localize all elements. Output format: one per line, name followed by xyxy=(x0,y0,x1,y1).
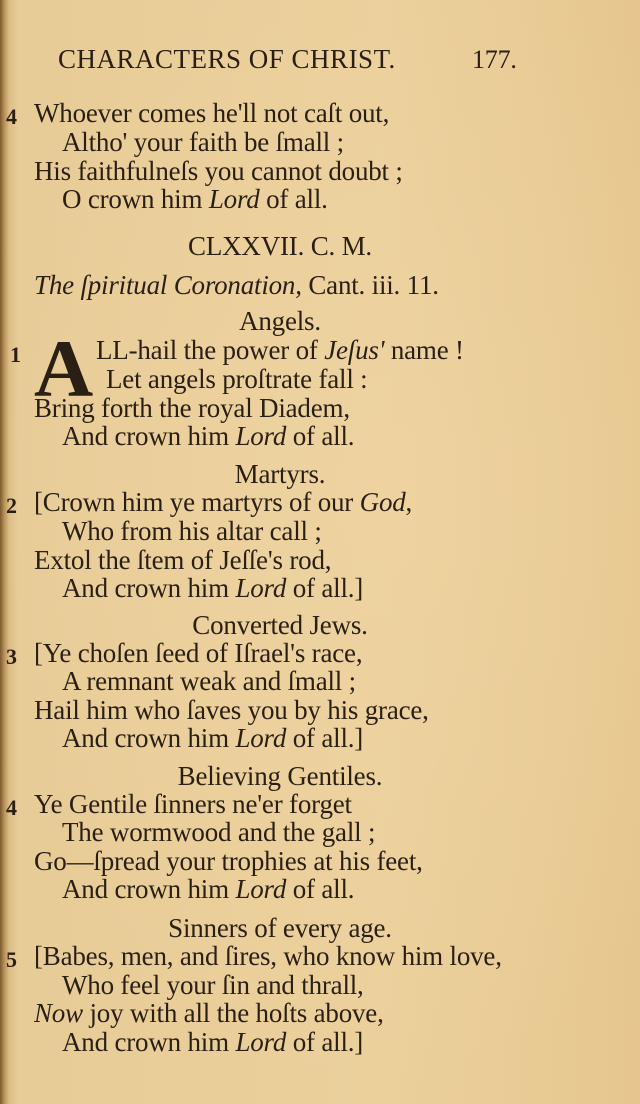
verse-line: A remnant weak and ſmall ; xyxy=(62,666,356,696)
section-heading: Angels. xyxy=(239,306,321,336)
verse-line: Who from his altar call ; xyxy=(62,516,322,546)
running-title: CHARACTERS OF CHRIST. xyxy=(58,44,396,74)
verse-line: Whoever comes he'll not caſt out, xyxy=(34,98,390,128)
verse-number: 5 xyxy=(6,947,17,972)
section-heading: Converted Jews. xyxy=(192,610,368,640)
verse-line: LL-hail the power of Jeſus' name ! xyxy=(96,335,464,365)
verse-line: And crown him Lord of all.] xyxy=(62,723,364,753)
verse-line: Hail him who ſaves you by his grace, xyxy=(34,695,429,725)
hymn-title: The ſpiritual Coronation, Cant. iii. 11. xyxy=(34,270,439,300)
verse-line: Who feel your ſin and thrall, xyxy=(62,970,364,1000)
verse-line: And crown him Lord of all.] xyxy=(62,1027,364,1057)
section-heading: Martyrs. xyxy=(234,459,326,489)
verse-line: His faithfulneſs you cannot doubt ; xyxy=(34,156,403,186)
section-heading: Sinners of every age. xyxy=(168,913,392,943)
verse-line: Bring forth the royal Diadem, xyxy=(34,393,350,423)
verse-line: Extol the ſtem of Jeſſe's rod, xyxy=(34,545,332,575)
page-number: 177. xyxy=(472,45,517,74)
verse-line: [Babes, men, and ſires, who know him love, xyxy=(34,941,502,971)
verse-number: 4 xyxy=(6,104,17,129)
verse-line: [Crown him ye martyrs of our God, xyxy=(34,487,413,517)
verse-line: And crown him Lord of all.] xyxy=(62,573,364,603)
verse-line: [Ye choſen ſeed of Iſrael's race, xyxy=(34,638,363,668)
verse-line: Let angels proſtrate fall : xyxy=(106,364,368,394)
verse-number: 1 xyxy=(10,342,21,367)
verse-line: And crown him Lord of all. xyxy=(62,874,355,904)
verse-line: The wormwood and the gall ; xyxy=(62,817,376,847)
hymn-number-meter: CLXXVII. C. M. xyxy=(188,231,372,261)
drop-cap: A xyxy=(34,323,94,414)
verse-line: Ye Gentile ſinners ne'er forget xyxy=(34,789,352,819)
verse-line: And crown him Lord of all. xyxy=(62,421,355,451)
section-heading: Believing Gentiles. xyxy=(177,761,383,791)
verse-line: O crown him Lord of all. xyxy=(62,184,328,214)
verse-number: 2 xyxy=(6,493,17,518)
verse-line: Now joy with all the hoſts above, xyxy=(34,998,384,1028)
verse-number: 3 xyxy=(6,644,17,669)
verse-number: 4 xyxy=(6,795,17,820)
verse-line: Go—ſpread your trophies at his feet, xyxy=(34,846,423,876)
verse-line: Altho' your faith be ſmall ; xyxy=(62,127,344,157)
